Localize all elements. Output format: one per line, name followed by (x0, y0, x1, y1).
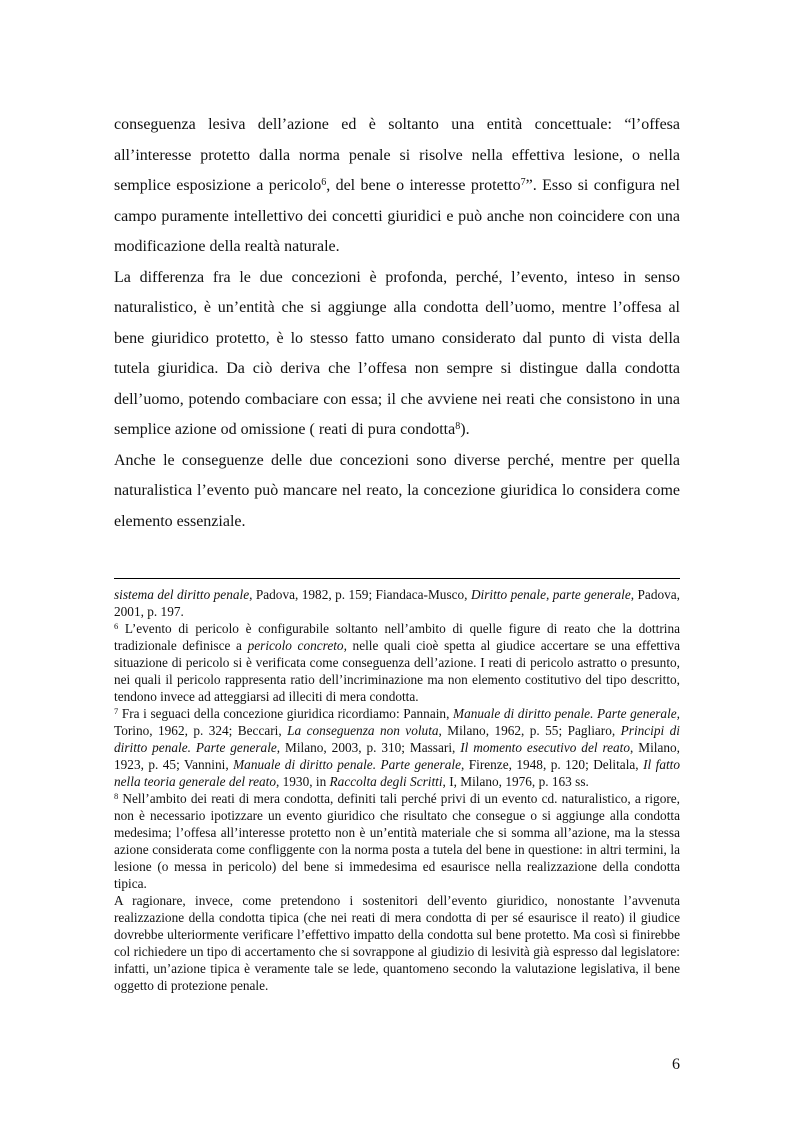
footnote-6-italic-1: pericolo concreto, (247, 638, 347, 653)
footnote-7-italic-3: Principi di diritto penale. Parte generale (114, 723, 680, 755)
footnote-7 (114, 705, 680, 790)
footnote-separator (114, 578, 680, 579)
paragraph-2-text-b: ). (460, 421, 470, 438)
footnote-8-text-1: Nell’ambito dei reati di mera condotta, definiti tali perché privi di un evento cd. naturalistico, a rigore, non è necessario ipotizzare un evento giuridico che risultato che consegue o si aggiunge alla condotta medesima; l’offesa all’interesse protetto non è un’entità materiale che si somma all’azione, ma la stessa azione considerata come confliggente con la norma posta a tutela del bene in questione: in altri termini, la lesione (o messa in pericolo) del bene si immedesima ed esaurisce nella realizzazione della condotta tipica. (114, 791, 680, 891)
footnote-7-italic-6: Il fatto nella teoria generale del reato (114, 757, 681, 789)
footnote-7-italic-1: Manuale di diritto penale. Parte generale, (453, 706, 680, 721)
footnote-7-text-7: , 1930, in (275, 774, 330, 789)
paragraph-1 (114, 110, 680, 263)
paragraph-1-text-a: conseguenza lesiva dell’azione ed è soltanto una entità concettuale: “l’offesa all’interesse protetto dalla norma penale si risolve nella effettiva lesione, o nella semplice esposizione a pericolo (114, 116, 680, 194)
footnote-7-italic-7: Raccolta degli Scritti (329, 774, 443, 789)
footnote-ref-6: 6 (321, 177, 327, 188)
footnote-cont-text-1: , Padova, 1982, p. 159; Fiandaca-Musco, (249, 587, 471, 602)
footnote-6-text-1: L’evento di pericolo è configurabile soltanto nell’ambito di quelle figure di reato che la dottrina tradizionale definisce a (114, 621, 680, 653)
footnote-7-text-4: , Milano, 2003, p. 310; Massari, (276, 740, 461, 755)
footnote-7-text-1: Fra i seguaci della concezione giuridica ricordiamo: Pannain, (118, 706, 453, 721)
footnote-6 (114, 620, 680, 705)
footnote-7-italic-4: Il momento esecutivo del reato (460, 740, 631, 755)
footnote-6-number: 6 (114, 621, 119, 631)
footnote-8-continuation: A ragionare, invece, come pretendono i sostenitori dell’evento giuridico, nonostante l’avvenuta realizzazione della condotta tipica (che nei reati di mera condotta di per sé esaurisce il reato) il giudice dovrebbe ulteriormente verificare l’effettivo impatto della condotta sul bene protetto. Ma così si finirebbe col richiedere un tipo di accertamento che si sovrappone al giudizio di lesività già espresso dal legislatore: infatti, un’azione tipica è veramente tale se lede, quantomeno secondo la valutazione legislativa, il bene oggetto di protezione penale. (114, 893, 680, 993)
footnote-7-text-8: , I, Milano, 1976, p. 163 ss. (442, 774, 589, 789)
paragraph-1-text-c: ”. Esso si configura nel campo puramente intellettivo dei concetti giuridici e può anche non coincidere con una modificazione della realtà naturale. (114, 177, 680, 255)
paragraph-2-text-a: La differenza fra le due concezioni è profonda, perché, l’evento, inteso in senso naturalistico, è un’entità che si aggiunge alla condotta dell’uomo, mentre l’offesa al bene giuridico protetto, è lo stesso fatto umano considerato dal punto di vista della tutela giuridica. Da ciò deriva che l’offesa non sempre si distingue dalla condotta dell’uomo, potendo combaciare con essa; il che avviene nei reati che consistono in una semplice azione od omissione ( reati di pura condotta (114, 268, 680, 438)
footnote-8 (114, 790, 680, 892)
main-text (114, 110, 680, 537)
footnote-cont-text-2: , Padova, 2001, p. 197. (114, 587, 680, 619)
footnote-7-text-5: , Milano, 1923, p. 45; Vannini, (114, 740, 680, 772)
footnote-7-number: 7 (114, 706, 119, 716)
footnote-6-text-2: nelle quali cioè spetta al giudice accertare se una effettiva situazione di pericolo si è verificata come conseguenza dell’azione. I reati di pericolo astratto o presunto, nei quali il pericolo rappresenta ratio dell’incriminazione ma non elemento costitutivo del tipo descritto, tendono invece ad atteggiarsi ad illeciti di mera condotta. (114, 638, 680, 704)
paragraph-2 (114, 263, 680, 446)
footnote-ref-7: 7 (520, 177, 526, 188)
footnote-8-number: 8 (114, 791, 119, 801)
footnotes (114, 586, 680, 994)
footnote-7-text-6: , Firenze, 1948, p. 120; Delitala, (460, 757, 644, 772)
paragraph-1-text-b: , del bene o interesse protetto (326, 177, 521, 194)
page-number: 6 (672, 1056, 680, 1073)
footnote-7-italic-5: Manuale di diritto penale. Parte generale (233, 757, 461, 772)
paragraph-3: Anche le conseguenze delle due concezioni sono diverse perché, mentre per quella naturalistica l’evento può mancare nel reato, la concezione giuridica lo considera come elemento essenziale. (114, 451, 680, 530)
footnote-7-text-3: , Milano, 1962, p. 55; Pagliaro, (438, 723, 621, 738)
footnote-cont-italic-1: sistema del diritto penale (114, 587, 250, 602)
footnote-7-text-2: Torino, 1962, p. 324; Beccari, (114, 723, 288, 738)
footnote-7-italic-2: La conseguenza non voluta (287, 723, 439, 738)
footnote-ref-8: 8 (455, 421, 461, 432)
footnote-cont-italic-2: Diritto penale, parte generale (470, 587, 631, 602)
footnote-continuation (114, 586, 680, 620)
